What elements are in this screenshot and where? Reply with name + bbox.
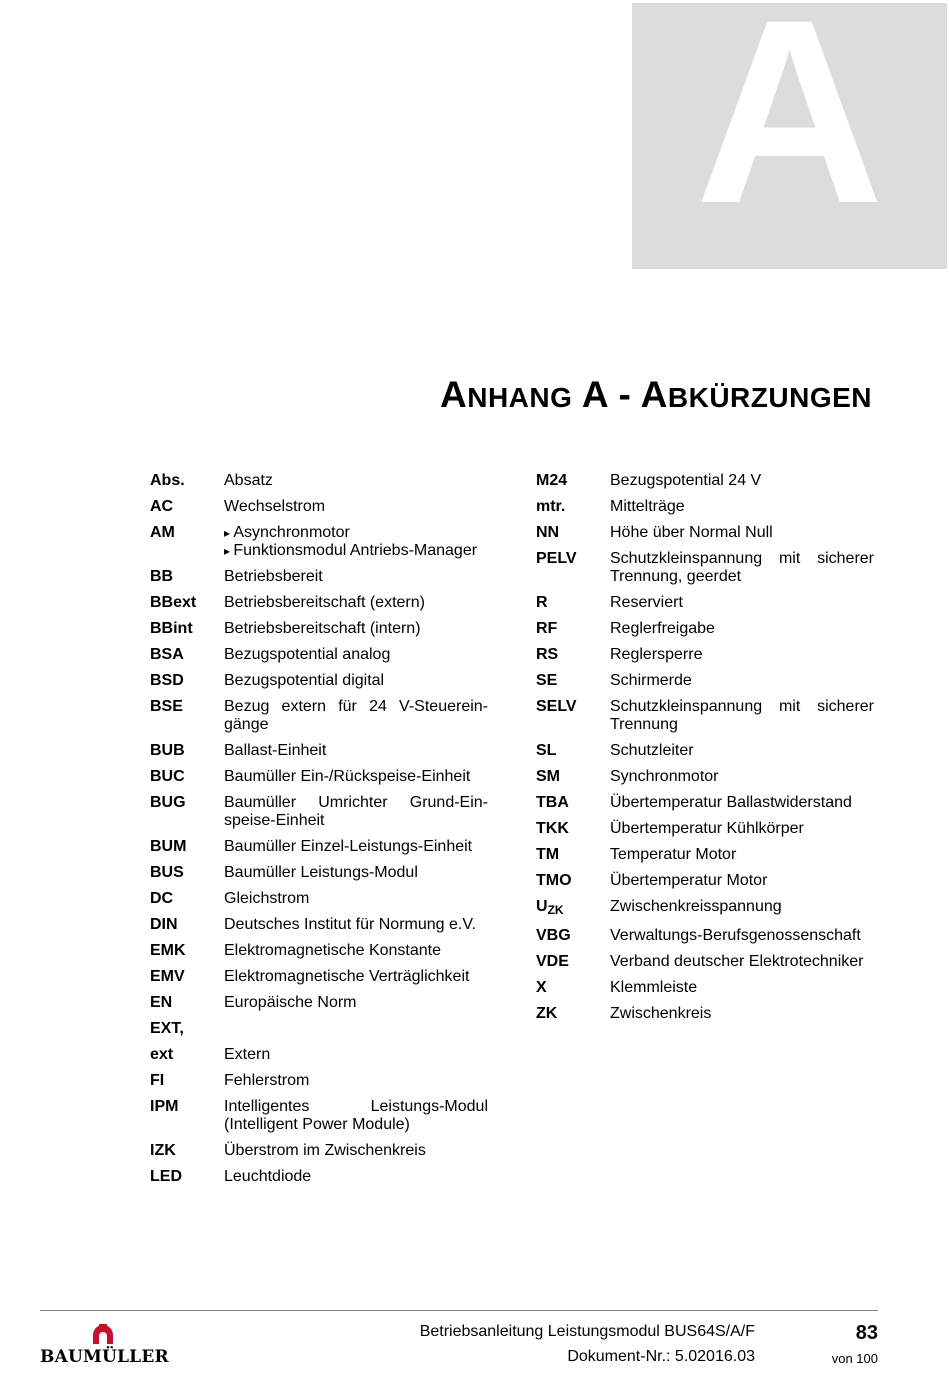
abbreviation bbox=[536, 620, 610, 638]
abbreviation-row bbox=[150, 568, 488, 586]
abbreviation-description: Reserviert bbox=[610, 594, 683, 611]
abbreviation-text: EN bbox=[150, 994, 173, 1011]
abbreviation-row bbox=[536, 794, 874, 812]
abbreviation-text: TKK bbox=[536, 820, 569, 837]
abbreviation-description: Europäische Norm bbox=[224, 994, 357, 1011]
abbreviation-description: Klemmleiste bbox=[610, 979, 698, 996]
abbreviation-text: X bbox=[536, 979, 547, 996]
abbreviation-row bbox=[536, 768, 874, 786]
abbreviation-description: Reglersperre bbox=[610, 646, 703, 663]
abbreviation-row bbox=[536, 646, 874, 664]
abbreviation-description: Überstrom im Zwischenkreis bbox=[224, 1142, 426, 1159]
title-part: BKÜRZUNGEN bbox=[667, 382, 872, 413]
abbreviation-row bbox=[150, 698, 488, 734]
abbreviation bbox=[536, 594, 610, 612]
abbreviation-description: Baumüller Ein-/Rückspeise-Einheit bbox=[224, 768, 471, 785]
abbreviation-list-right bbox=[536, 472, 874, 1031]
abbreviation bbox=[150, 698, 224, 734]
abbreviation-text: NN bbox=[536, 524, 560, 541]
abbreviation-text: BUB bbox=[150, 742, 185, 759]
abbreviation-description: Baumüller Einzel-Leistungs-Einheit bbox=[224, 838, 473, 855]
abbreviation bbox=[150, 916, 224, 934]
page-total: von 100 bbox=[831, 1351, 878, 1366]
abbreviation-row bbox=[536, 672, 874, 690]
abbreviation-description: Betriebsbereitschaft (extern) bbox=[224, 594, 425, 611]
abbreviation-text: ZK bbox=[536, 1005, 558, 1022]
abbreviation-row bbox=[150, 994, 488, 1012]
page-title bbox=[440, 374, 872, 416]
abbreviation-text: RS bbox=[536, 646, 559, 663]
abbreviation bbox=[536, 820, 610, 838]
abbreviation-text: RF bbox=[536, 620, 558, 637]
abbreviation-text: IZK bbox=[150, 1142, 176, 1159]
abbreviation-description: Intelligentes Leistungs-Modul (Intelligent Power Module) bbox=[224, 1098, 488, 1133]
abbreviation-text: M24 bbox=[536, 472, 568, 489]
abbreviation-description: Verwaltungs-Berufsgenossenschaft bbox=[610, 927, 861, 944]
abbreviation-text: BUG bbox=[150, 794, 186, 811]
abbreviation bbox=[150, 1046, 224, 1064]
document-title: Betriebsanleitung Leistungsmodul BUS64S/A/F bbox=[419, 1323, 755, 1340]
abbreviation-description: Deutsches Institut für Normung e.V. bbox=[224, 916, 476, 933]
logo-mark-icon bbox=[90, 1324, 116, 1344]
abbreviation-row bbox=[536, 953, 874, 971]
abbreviation-row bbox=[150, 672, 488, 690]
abbreviation bbox=[150, 594, 224, 612]
abbreviation-row bbox=[150, 794, 488, 830]
abbreviation bbox=[536, 742, 610, 760]
abbreviation bbox=[150, 864, 224, 882]
title-part: NHANG bbox=[467, 382, 573, 413]
abbreviation-row bbox=[536, 472, 874, 490]
abbreviation bbox=[150, 568, 224, 586]
abbreviation-description: Temperatur Motor bbox=[610, 846, 737, 863]
abbreviation-text: DIN bbox=[150, 916, 178, 933]
abbreviation bbox=[150, 498, 224, 516]
abbreviation-text: BB bbox=[150, 568, 174, 585]
abbreviation-description bbox=[224, 524, 488, 560]
abbreviation bbox=[150, 1072, 224, 1090]
abbreviation-row bbox=[150, 472, 488, 490]
abbreviation-description: Bezugspotential analog bbox=[224, 646, 391, 663]
abbreviation-description: Elektromagnetische Verträglichkeit bbox=[224, 968, 470, 985]
abbreviation-text: BBint bbox=[150, 620, 193, 637]
abbreviation bbox=[536, 927, 610, 945]
abbreviation-row bbox=[150, 1072, 488, 1090]
abbreviation-text: BSD bbox=[150, 672, 184, 689]
abbreviation-list-left bbox=[150, 472, 488, 1194]
abbreviation-text: BBext bbox=[150, 594, 197, 611]
abbreviation-text: SE bbox=[536, 672, 558, 689]
footer-divider bbox=[40, 1310, 878, 1311]
abbreviation-row bbox=[536, 742, 874, 760]
abbreviation bbox=[536, 672, 610, 690]
abbreviation-row bbox=[150, 1168, 488, 1186]
abbreviation-description: Baumüller Umrichter Grund-Einspeise-Einheit bbox=[224, 794, 488, 829]
abbreviation-row bbox=[536, 550, 874, 586]
abbreviation-description: Zwischenkreis bbox=[610, 1005, 712, 1022]
abbreviation bbox=[536, 472, 610, 490]
abbreviation-row bbox=[150, 1142, 488, 1160]
abbreviation-text: IPM bbox=[150, 1098, 179, 1115]
abbreviation bbox=[150, 968, 224, 986]
abbreviation-description: Absatz bbox=[224, 472, 273, 489]
abbreviation-text: TMO bbox=[536, 872, 572, 889]
abbreviation-description: Ballast-Einheit bbox=[224, 742, 327, 759]
abbreviation-row bbox=[150, 768, 488, 786]
title-part: A bbox=[440, 374, 468, 415]
abbreviation bbox=[150, 994, 224, 1012]
abbreviation-row bbox=[150, 620, 488, 638]
abbreviation-description: Betriebsbereit bbox=[224, 568, 323, 585]
abbreviation-row bbox=[150, 838, 488, 856]
abbreviation-text: mtr. bbox=[536, 498, 566, 515]
abbreviation-row bbox=[536, 498, 874, 516]
title-part: A - A bbox=[572, 374, 668, 415]
chapter-tab bbox=[632, 3, 947, 269]
abbreviation bbox=[536, 953, 610, 971]
abbreviation-text: BUC bbox=[150, 768, 185, 785]
abbreviation-row bbox=[536, 820, 874, 838]
abbreviation bbox=[536, 768, 610, 786]
abbreviation-row bbox=[536, 620, 874, 638]
abbreviation-description: Schirmerde bbox=[610, 672, 692, 689]
abbreviation-row bbox=[536, 524, 874, 542]
abbreviation bbox=[536, 646, 610, 664]
abbreviation-text: PELV bbox=[536, 550, 577, 567]
abbreviation-text: EMK bbox=[150, 942, 186, 959]
abbreviation-row bbox=[536, 898, 874, 919]
abbreviation-description: Übertemperatur Kühlkörper bbox=[610, 820, 804, 837]
abbreviation-description: Mittelträge bbox=[610, 498, 685, 515]
abbreviation bbox=[150, 646, 224, 664]
abbreviation-text: EMV bbox=[150, 968, 185, 985]
abbreviation-row bbox=[536, 927, 874, 945]
abbreviation-text: EXT, bbox=[150, 1020, 184, 1037]
logo-wordmark: BAUMÜLLER bbox=[40, 1347, 169, 1367]
abbreviation-text: AM bbox=[150, 524, 175, 541]
abbreviation-text: BSA bbox=[150, 646, 184, 663]
abbreviation-text: TM bbox=[536, 846, 560, 863]
abbreviation bbox=[536, 550, 610, 586]
abbreviation-description: Schutzkleinspannung mit sicherer Trennung bbox=[610, 698, 874, 733]
abbreviation bbox=[536, 898, 610, 919]
abbreviation bbox=[150, 942, 224, 960]
company-logo bbox=[40, 1324, 169, 1367]
abbreviation-text: VBG bbox=[536, 927, 571, 944]
abbreviation bbox=[150, 472, 224, 490]
abbreviation bbox=[150, 742, 224, 760]
abbreviation-description: Wechselstrom bbox=[224, 498, 326, 515]
abbreviation-row bbox=[150, 942, 488, 960]
abbreviation-description: Übertemperatur Ballastwiderstand bbox=[610, 794, 852, 811]
abbreviation-row bbox=[150, 968, 488, 986]
abbreviation bbox=[536, 1005, 610, 1023]
abbreviation-row bbox=[150, 890, 488, 908]
abbreviation bbox=[536, 498, 610, 516]
abbreviation bbox=[536, 872, 610, 890]
abbreviation-text: BUM bbox=[150, 838, 187, 855]
abbreviation bbox=[150, 524, 224, 560]
abbreviation bbox=[150, 672, 224, 690]
abbreviation-row bbox=[150, 498, 488, 516]
abbreviation-text: AC bbox=[150, 498, 174, 515]
abbreviation-row bbox=[536, 594, 874, 612]
abbreviation-description: Reglerfreigabe bbox=[610, 620, 715, 637]
abbreviation bbox=[150, 838, 224, 856]
abbreviation-row bbox=[536, 846, 874, 864]
abbreviation-text: SL bbox=[536, 742, 557, 759]
abbreviation-row bbox=[536, 698, 874, 734]
abbreviation-row bbox=[536, 979, 874, 997]
abbreviation-text: BUS bbox=[150, 864, 184, 881]
abbreviation-description: Höhe über Normal Null bbox=[610, 524, 773, 541]
abbreviation-subscript: ZK bbox=[547, 903, 564, 917]
abbreviation-description: Leuchtdiode bbox=[224, 1168, 312, 1185]
abbreviation-description: Schutzkleinspannung mit sicherer Trennung, geerdet bbox=[610, 550, 874, 585]
abbreviation-text: DC bbox=[150, 890, 174, 907]
abbreviation-row bbox=[150, 1046, 488, 1064]
abbreviation-text: ext bbox=[150, 1046, 174, 1063]
abbreviation-text: Abs. bbox=[150, 472, 185, 489]
abbreviation-row bbox=[150, 916, 488, 934]
abbreviation-description: Übertemperatur Motor bbox=[610, 872, 768, 889]
chapter-letter: A bbox=[694, 3, 885, 258]
abbreviation-row bbox=[150, 646, 488, 664]
abbreviation-row bbox=[536, 1005, 874, 1023]
abbreviation bbox=[150, 1020, 224, 1038]
abbreviation-description: Bezug extern für 24 V-Steuereingänge bbox=[224, 698, 488, 733]
abbreviation-description: Baumüller Leistungs-Modul bbox=[224, 864, 418, 881]
abbreviation bbox=[150, 890, 224, 908]
description-bullet-line: ▸ Asynchronmotor bbox=[224, 524, 488, 542]
abbreviation-row bbox=[150, 524, 488, 560]
abbreviation bbox=[150, 1098, 224, 1134]
abbreviation-text: BSE bbox=[150, 698, 183, 715]
abbreviation-row bbox=[150, 864, 488, 882]
description-bullet-line: ▸ Funktionsmodul Antriebs-Manager bbox=[224, 542, 488, 560]
abbreviation bbox=[536, 524, 610, 542]
abbreviation-text: SM bbox=[536, 768, 560, 785]
abbreviation-description: Zwischenkreisspannung bbox=[610, 898, 782, 915]
abbreviation bbox=[150, 768, 224, 786]
abbreviation-row bbox=[536, 872, 874, 890]
abbreviation bbox=[536, 979, 610, 997]
abbreviation bbox=[150, 1142, 224, 1160]
abbreviation bbox=[150, 620, 224, 638]
abbreviation-description: Extern bbox=[224, 1046, 271, 1063]
abbreviation-description: Schutzleiter bbox=[610, 742, 694, 759]
abbreviation-text: LED bbox=[150, 1168, 182, 1185]
abbreviation-description: Betriebsbereitschaft (intern) bbox=[224, 620, 421, 637]
abbreviation bbox=[150, 794, 224, 830]
abbreviation-description: Synchronmotor bbox=[610, 768, 719, 785]
abbreviation-description: Verband deutscher Elektrotechniker bbox=[610, 953, 864, 970]
abbreviation-row bbox=[150, 594, 488, 612]
abbreviation-text: VDE bbox=[536, 953, 569, 970]
abbreviation-description bbox=[224, 1020, 488, 1038]
abbreviation bbox=[536, 698, 610, 734]
abbreviation-description: Gleichstrom bbox=[224, 890, 310, 907]
abbreviation bbox=[536, 846, 610, 864]
abbreviation bbox=[150, 1168, 224, 1186]
abbreviation bbox=[536, 794, 610, 812]
abbreviation-row bbox=[150, 742, 488, 760]
page-number: 83 bbox=[855, 1322, 878, 1344]
abbreviation-text: U bbox=[536, 898, 548, 915]
abbreviation-row bbox=[150, 1020, 488, 1038]
abbreviation-text: TBA bbox=[536, 794, 569, 811]
abbreviation-description: Elektromagnetische Konstante bbox=[224, 942, 442, 959]
abbreviation-description: Fehlerstrom bbox=[224, 1072, 310, 1089]
document-number: Dokument-Nr.: 5.02016.03 bbox=[567, 1348, 755, 1365]
abbreviation-description: Bezugspotential digital bbox=[224, 672, 385, 689]
abbreviation-text: SELV bbox=[536, 698, 577, 715]
abbreviation-text: R bbox=[536, 594, 548, 611]
abbreviation-row bbox=[150, 1098, 488, 1134]
abbreviation-description: Bezugspotential 24 V bbox=[610, 472, 762, 489]
abbreviation-text: FI bbox=[150, 1072, 165, 1089]
